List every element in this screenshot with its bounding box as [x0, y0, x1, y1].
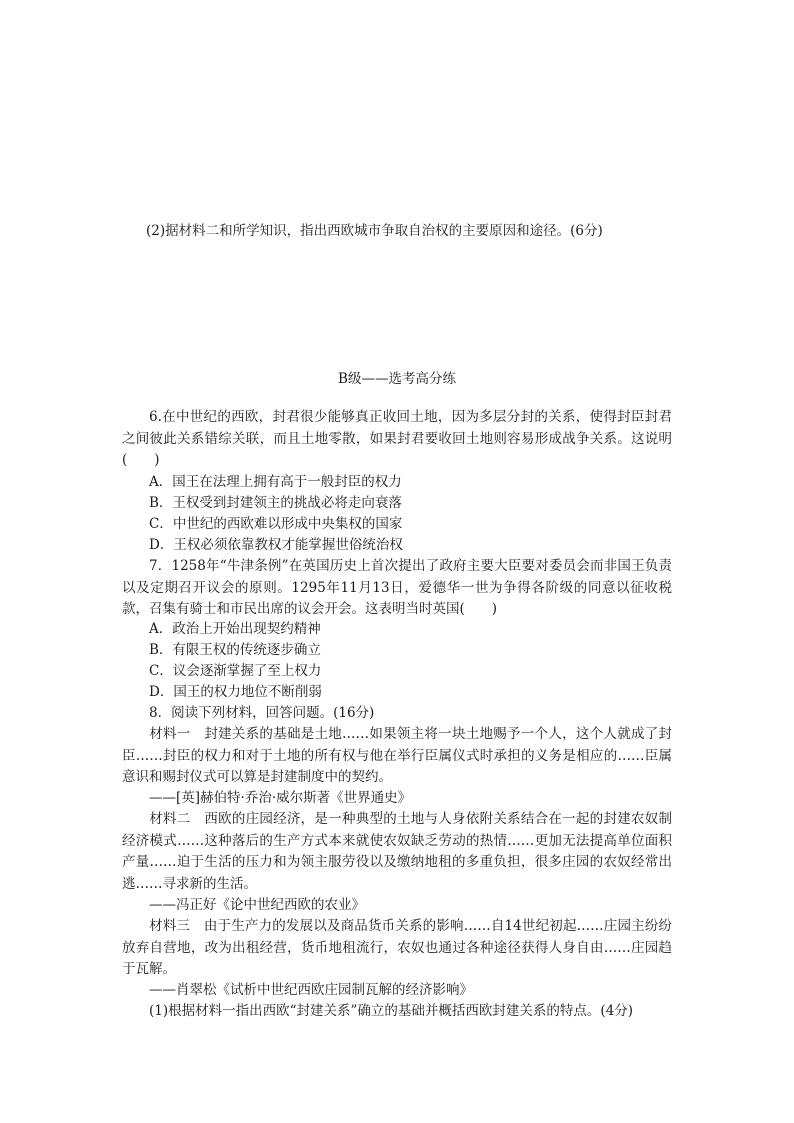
material-1: 材料一 封建关系的基础是土地……如果领主将一块土地赐予一个人，这个人就成了封臣……封臣的权力和对于土地的所有权与他在举行臣属仪式时承担的义务是相应的……臣属意识和赐封仪式可以算是封建制度中的契约。: [122, 726, 672, 785]
q7-option-d: D．国王的权力地位不断削弱: [149, 684, 322, 700]
question-8-sub-1: (1)根据材料一指出西欧“封建关系”确立的基础并概括西欧封建关系的特点。(4分): [149, 1003, 634, 1019]
material-3-source: ——肖翠松《试析中世纪西欧庄园制瓦解的经济影响》: [149, 982, 473, 998]
q6-option-a: A．国王在法理上拥有高于一般封臣的权力: [149, 474, 402, 490]
q7-option-b: B．有限王权的传统逐步确立: [149, 642, 321, 658]
question-8-stem: 8．阅读下列材料，回答问题。(16分): [149, 705, 375, 721]
material-2-source: ——冯正好《论中世纪西欧的农业》: [149, 897, 365, 913]
question-2-prompt: (2)据材料二和所学知识，指出西欧城市争取自治权的主要原因和途径。(6分): [146, 223, 603, 239]
question-6-stem: 6.在中世纪的西欧，封君很少能够真正收回土地，因为多层分封的关系，使得封臣封君之间彼此关系错综关联，而且土地零散，如果封君要收回土地则容易形成战争关系。这说明( ): [122, 409, 672, 468]
material-1-source: ——[英]赫伯特·乔治·威尔斯著《世界通史》: [149, 790, 412, 806]
q7-option-a: A．政治上开始出现契约精神: [149, 621, 321, 637]
q7-option-c: C．议会逐渐掌握了至上权力: [149, 663, 322, 679]
q6-option-b: B．王权受到封建领主的挑战必将走向衰落: [149, 495, 402, 511]
q6-option-c: C．中世纪的西欧难以形成中央集权的国家: [149, 516, 403, 532]
q6-option-d: D．王权必须依靠教权才能掌握世俗统治权: [149, 537, 403, 553]
question-7-stem: 7．1258年“牛津条例”在英国历史上首次提出了政府主要大臣要对委员会而非国王负责以及定期召开议会的原则。1295年11月13日，爱德华一世为争得各阶级的同意以征收税款，召集有骑士和市民出席的议会开会。这表明当时英国( ): [122, 558, 672, 617]
material-2: 材料二 西欧的庄园经济，是一种典型的土地与人身依附关系结合在一起的封建农奴制经济模式……这种落后的生产方式本来就使农奴缺乏劳动的热情……更加无法提高单位面积产量……迫于生活的压力和为领主服劳役以及缴纳地租的多重负担，很多庄园的农奴经常出逃……寻求新的生活。: [122, 811, 672, 892]
material-3: 材料三 由于生产力的发展以及商品货币关系的影响……自14世纪初起……庄园主纷纷放弃自营地，改为出租经营，货币地租流行，农奴也通过各种途径获得人身自由……庄园趋于瓦解。: [122, 918, 672, 977]
section-title: B级——选考高分练: [338, 371, 456, 387]
